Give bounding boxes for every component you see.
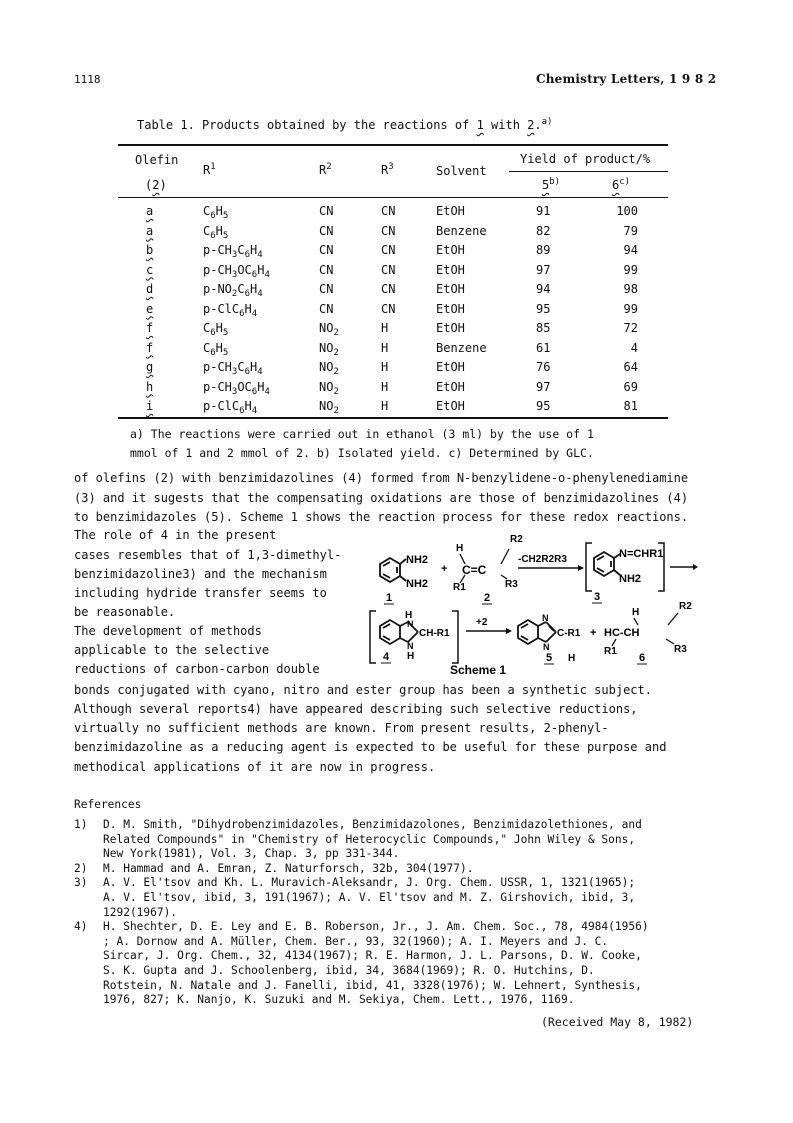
table-caption-ref1: 1 bbox=[476, 118, 484, 132]
scheme-n5-bottom: N bbox=[543, 642, 550, 652]
header-col5: 5$^{b)}$ bbox=[542, 177, 561, 192]
cell-yield-5: 97 bbox=[536, 379, 551, 394]
body-left-2: cases resembles that of 1,3-dimethyl- bbox=[74, 548, 342, 562]
cell-olefin: g bbox=[146, 360, 154, 374]
page-number: 1118 bbox=[74, 73, 101, 86]
header-olefin-sub: (2) bbox=[145, 178, 167, 192]
cell-r3: CN bbox=[381, 301, 396, 316]
body-left-4: including hydride transfer seems to bbox=[74, 586, 327, 600]
cell-solvent: EtOH bbox=[436, 282, 465, 296]
scheme-plus-3: + bbox=[590, 627, 597, 639]
reference-line: H. Shechter, D. E. Ley and E. B. Roberson, Jr., J. Am. Chem. Soc., 78, 4984(1956) bbox=[103, 920, 649, 934]
scheme-r2: R2 bbox=[510, 534, 523, 545]
cell-r1: $p-CH_3OC_6H_4$ bbox=[203, 262, 270, 280]
scheme-arrow-3-head bbox=[506, 628, 512, 634]
cell-r1: $p-CH_3C_6H_4$ bbox=[203, 243, 263, 260]
reference-line: Sircar, J. Org. Chem., 32, 4134(1967); R. E. Harmon, J. L. Parsons, D. W. Cooke, bbox=[103, 949, 642, 963]
cell-olefin: b bbox=[146, 243, 154, 257]
cell-r1: $C_6H_5$ bbox=[203, 340, 229, 358]
reference-line: A. V. El'tsov and Kh. L. Muravich-Aleksandr, J. Org. Chem. USSR, 1, 1321(1965); bbox=[103, 876, 636, 890]
cell-r2: CN bbox=[319, 262, 334, 277]
cell-yield-6: 79 bbox=[623, 223, 638, 238]
cell-olefin: d bbox=[146, 282, 154, 296]
scheme-n5-top: N bbox=[542, 613, 549, 623]
reference-number: 4) bbox=[74, 920, 88, 934]
cell-r1: $C_6H_5$ bbox=[203, 204, 229, 221]
scheme-h: H bbox=[456, 543, 464, 554]
scheme-bracket-right-2 bbox=[452, 611, 458, 663]
scheme-r2-6: R2 bbox=[679, 601, 692, 612]
cell-r1: $p-NO_2C_6H_4$ bbox=[203, 282, 263, 299]
cell-yield-5: 89 bbox=[536, 243, 551, 257]
cell-r3: H bbox=[381, 340, 389, 355]
reference-line: ; A. Dornow and A. Müller, Chem. Ber., 93, 32(1960); A. I. Meyers and J. C. bbox=[103, 934, 609, 948]
cell-olefin: a bbox=[146, 204, 154, 218]
cell-r1: $p-ClC_6H_4$ bbox=[203, 399, 258, 416]
cell-yield-5: 61 bbox=[536, 340, 551, 355]
cell-solvent: EtOH bbox=[436, 262, 465, 277]
scheme-num-6: 6 bbox=[639, 652, 646, 664]
body-bottom-2: Although several reports4) have appeared describing such selective reductions, bbox=[74, 702, 638, 716]
body-bottom-3: virtually no sufficient methods are known. From present results, 2-phenyl- bbox=[74, 721, 609, 735]
cell-yield-6: 99 bbox=[623, 262, 638, 277]
cell-r3: CN bbox=[381, 204, 396, 218]
header-yield: Yield of product/% bbox=[520, 152, 651, 166]
cell-solvent: EtOH bbox=[436, 204, 465, 218]
scheme-r3-6: R3 bbox=[674, 644, 687, 655]
cell-r2: CN bbox=[319, 223, 334, 238]
table-footnote-2: mmol of 1 and 2 mmol of 2. b) Isolated yield. c) Determined by GLC. bbox=[130, 446, 594, 460]
header-olefin: Olefin bbox=[135, 153, 179, 167]
cell-yield-6: 64 bbox=[623, 360, 638, 374]
cell-yield-6: 4 bbox=[630, 340, 638, 355]
scheme-r1: R1 bbox=[453, 582, 466, 593]
body-bottom-4: benzimidazoline as a reducing agent is expected to be useful for these purpose and bbox=[74, 740, 667, 754]
table-bottom-rule bbox=[118, 417, 668, 419]
cell-r1: $C_6H_5$ bbox=[203, 321, 229, 338]
scheme-nh2-top: NH2 bbox=[406, 554, 429, 566]
cell-r2: $NO_2$ bbox=[319, 379, 339, 397]
cell-yield-6: 69 bbox=[623, 379, 638, 394]
references-heading: References bbox=[74, 798, 142, 811]
benzimidazole-ring-5 bbox=[518, 620, 556, 644]
cell-olefin: f bbox=[146, 340, 154, 355]
cell-r3: CN bbox=[381, 262, 396, 277]
table-caption-prefix: Table 1. Products obtained by the reactions of bbox=[137, 118, 477, 132]
cell-r3: H bbox=[381, 321, 389, 335]
cell-yield-5: 95 bbox=[536, 301, 551, 316]
benzene-ring-1 bbox=[380, 558, 406, 582]
scheme-bracket-left bbox=[586, 543, 592, 591]
scheme-r1-6: R1 bbox=[604, 646, 617, 657]
reference-line: D. M. Smith, "Dihydrobenzimidazoles, Benzimidazolones, Benzimidazolethiones, and bbox=[103, 818, 642, 831]
cell-solvent: EtOH bbox=[436, 399, 465, 413]
cell-r2: $NO_2$ bbox=[319, 360, 339, 377]
cell-yield-5: 95 bbox=[536, 399, 551, 413]
cell-yield-5: 91 bbox=[536, 204, 551, 218]
reference-number: 2) bbox=[74, 861, 88, 875]
cell-yield-6: 81 bbox=[623, 399, 638, 413]
table-yield-rule bbox=[509, 171, 668, 172]
table-caption-mid: with bbox=[483, 118, 528, 132]
cell-solvent: EtOH bbox=[436, 379, 465, 394]
cell-r2: CN bbox=[319, 301, 334, 316]
cell-yield-6: 98 bbox=[623, 282, 638, 296]
body-line-3: to benzimidazoles (5). Scheme 1 shows the reaction process for these redox reactions. bbox=[74, 510, 689, 524]
benzene-ring-3 bbox=[594, 552, 620, 576]
cell-r3: CN bbox=[381, 282, 396, 296]
cell-yield-6: 72 bbox=[623, 321, 638, 335]
cell-yield-5: 76 bbox=[536, 360, 551, 374]
table-header-rule bbox=[118, 197, 668, 198]
reference-line: Rotstein, N. Natale and J. Fanelli, ibid, 41, 3328(1976); W. Lehnert, Synthesis, bbox=[103, 978, 642, 992]
cell-solvent: EtOH bbox=[436, 243, 465, 257]
received-date: (Received May 8, 1982) bbox=[541, 1015, 694, 1029]
cell-olefin: e bbox=[146, 301, 154, 316]
cell-r3: H bbox=[381, 399, 389, 413]
scheme-c-eq-c: C=C bbox=[462, 563, 487, 577]
body-left-8: reductions of carbon-carbon double bbox=[74, 662, 320, 676]
cell-yield-6: 94 bbox=[623, 243, 638, 257]
reference-line: Related Compounds" in "Chemistry of Heterocyclic Compounds," John Wiley & Sons, bbox=[103, 832, 636, 846]
scheme-num-2: 2 bbox=[484, 592, 491, 604]
cell-r2: CN bbox=[319, 243, 334, 257]
table-top-rule bbox=[118, 144, 668, 146]
cell-yield-5: 97 bbox=[536, 262, 551, 277]
scheme-nh5: H bbox=[568, 653, 576, 664]
body-left-3: benzimidazoline3) and the mechanism bbox=[74, 567, 327, 581]
cell-olefin: i bbox=[146, 399, 154, 413]
cell-r1: $p-CH_3C_6H_4$ bbox=[203, 360, 263, 377]
scheme-nh2-bottom: NH2 bbox=[406, 578, 429, 590]
cell-r2: $NO_2$ bbox=[319, 321, 339, 338]
cell-yield-5: 94 bbox=[536, 282, 551, 296]
scheme-imine: N=CHR1 bbox=[619, 548, 664, 560]
scheme-num-4: 4 bbox=[383, 651, 390, 663]
table-caption-note: a) bbox=[541, 117, 553, 127]
scheme-ch-r1: CH-R1 bbox=[419, 628, 450, 639]
cell-solvent: EtOH bbox=[436, 321, 465, 335]
reference-number: 3) bbox=[74, 876, 88, 890]
cell-yield-5: 85 bbox=[536, 321, 551, 335]
body-bottom-1: bonds conjugated with cyano, nitro and ester group has been a synthetic subject. bbox=[74, 683, 652, 697]
body-line-1: of olefins (2) with benzimidazolines (4) formed from N-benzylidene-o-phenylenediamine bbox=[74, 471, 689, 485]
header-r3: $R^3$ bbox=[381, 162, 394, 177]
reference-line: 1292(1967). bbox=[103, 905, 178, 919]
scheme-n-bottom: N bbox=[407, 641, 414, 651]
header-solvent: Solvent bbox=[436, 164, 487, 178]
table-caption-ref2: 2 bbox=[527, 118, 535, 132]
scheme-arrow-1-head bbox=[578, 565, 584, 571]
cell-r2: $NO_2$ bbox=[319, 340, 339, 358]
scheme-nh-bottom: H bbox=[407, 651, 415, 662]
scheme-c-r1: C-R1 bbox=[557, 628, 581, 639]
cell-yield-6: 100 bbox=[616, 204, 638, 218]
scheme-r3: R3 bbox=[505, 579, 518, 590]
scheme-bracket-left-2 bbox=[370, 611, 376, 663]
scheme-1-diagram bbox=[368, 527, 698, 677]
scheme-num-3: 3 bbox=[594, 591, 601, 603]
body-left-7: applicable to the selective bbox=[74, 643, 270, 657]
journal-header: Chemistry Letters, 1 9 8 2 bbox=[536, 72, 717, 86]
body-line-2: (3) and it sugests that the compensating oxidations are those of benzimidazolines (4) bbox=[74, 491, 689, 505]
scheme-num-1: 1 bbox=[386, 592, 393, 604]
cell-r3: CN bbox=[381, 223, 396, 238]
scheme-plus: + bbox=[441, 563, 448, 575]
header-r1: $R^1$ bbox=[203, 162, 216, 177]
cell-olefin: c bbox=[146, 262, 154, 277]
reference-line: M. Hammad and A. Emran, Z. Naturforsch, 32b, 304(1977). bbox=[103, 861, 474, 875]
table-caption bbox=[137, 117, 552, 132]
table-caption-suffix: . bbox=[534, 118, 542, 132]
scheme-arrow-2-head bbox=[693, 564, 698, 570]
cell-olefin: a bbox=[146, 223, 154, 238]
cell-r1: $p-ClC_6H_4$ bbox=[203, 301, 258, 319]
cell-r2: $NO_2$ bbox=[319, 399, 339, 416]
cell-r2: CN bbox=[319, 282, 334, 296]
body-left-6: The development of methods bbox=[74, 624, 262, 638]
table-footnote-1: a) The reactions were carried out in ethanol (3 ml) by the use of 1 bbox=[130, 427, 594, 441]
body-left-5: be reasonable. bbox=[74, 605, 176, 619]
cell-olefin: h bbox=[146, 379, 154, 394]
cell-yield-5: 82 bbox=[536, 223, 551, 238]
cell-r3: CN bbox=[381, 243, 396, 257]
reference-line: A. V. El'tsov, ibid, 3, 191(1967); A. V. El'tsov and M. Z. Girshovich, ibid, 3, bbox=[103, 891, 636, 904]
scheme-h-6: H bbox=[632, 607, 640, 618]
scheme-n-top: N bbox=[407, 619, 414, 629]
reference-line: 1976, 827; K. Nanjo, K. Suzuki and M. Sekiya, Chem. Lett., 1976, 1169. bbox=[103, 993, 575, 1007]
cell-r3: H bbox=[381, 379, 389, 394]
scheme-elim: -CH2R2R3 bbox=[518, 554, 567, 565]
reference-line: S. K. Gupta and J. Schoolenberg, ibid, 34, 3684(1969); R. O. Hutchins, D. bbox=[103, 964, 595, 977]
scheme-hc-ch: HC-CH bbox=[604, 627, 640, 639]
cell-olefin: f bbox=[146, 321, 154, 335]
cell-yield-6: 99 bbox=[623, 301, 638, 316]
cell-solvent: EtOH bbox=[436, 301, 465, 316]
scheme-plus-2: +2 bbox=[476, 617, 488, 628]
reference-line: New York(1981), Vol. 3, Chap. 3, pp 331-344. bbox=[103, 847, 400, 861]
cell-solvent: EtOH bbox=[436, 360, 465, 374]
body-left-1: The role of 4 in the present bbox=[74, 528, 277, 542]
header-col6: 6$^{c)}$ bbox=[612, 177, 631, 192]
header-r2: $R^2$ bbox=[319, 162, 332, 177]
cell-r1: $C_6H_5$ bbox=[203, 223, 229, 241]
scheme-num-5: 5 bbox=[546, 652, 553, 664]
scheme-nh-top: H bbox=[405, 610, 413, 621]
cell-solvent: Benzene bbox=[436, 223, 487, 238]
cell-r2: CN bbox=[319, 204, 334, 218]
cell-r3: H bbox=[381, 360, 389, 374]
scheme-nh2-3: NH2 bbox=[619, 573, 642, 585]
body-bottom-5: methodical applications of it are now in progress. bbox=[74, 760, 436, 774]
cell-solvent: Benzene bbox=[436, 340, 487, 355]
cell-r1: $p-CH_3OC_6H_4$ bbox=[203, 379, 270, 397]
reference-number: 1) bbox=[74, 818, 88, 831]
scheme-caption: Scheme 1 bbox=[450, 663, 507, 677]
